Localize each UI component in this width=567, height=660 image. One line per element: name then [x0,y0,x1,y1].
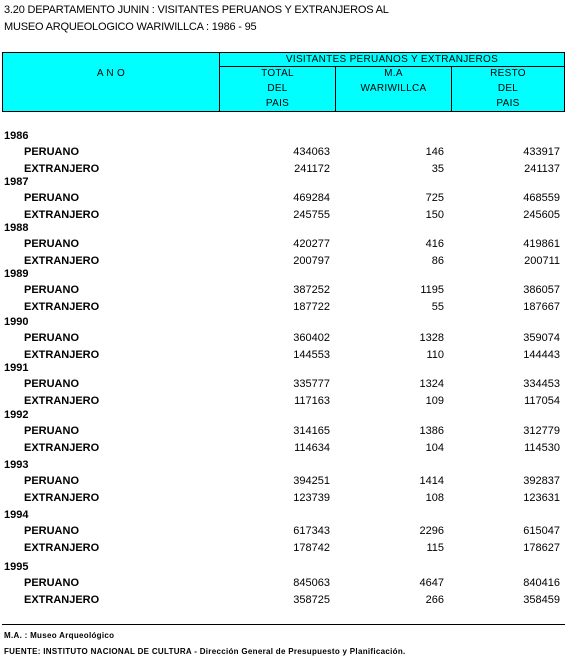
row-label: EXTRANJERO [24,395,100,407]
row-label: PERUANO [24,192,80,204]
row-label: PERUANO [24,146,80,158]
cell-value: 392837 [523,475,560,487]
year-row [0,176,567,190]
cell-value: 123631 [523,492,560,504]
year-label: 1994 [4,509,29,521]
cell-value: 200711 [524,255,560,267]
year-label: 1986 [4,130,29,142]
header-col1-line2: DEL [267,83,288,94]
cell-value: 359074 [523,332,560,344]
cell-value: 386057 [523,284,560,296]
table-row-extranjero [0,209,567,223]
year-row [0,222,567,236]
table-row-extranjero [0,395,567,409]
cell-value: 394251 [293,475,330,487]
cell-value: 200797 [293,255,330,267]
year-label: 1995 [4,561,29,573]
row-label: PERUANO [24,525,80,537]
cell-value: 469284 [293,192,330,204]
table-row-peruano [0,577,567,591]
table-row-extranjero [0,301,567,315]
row-label: PERUANO [24,378,80,390]
header-col2-line2: WARIWILLCA [360,83,427,94]
cell-value: 4647 [419,577,444,589]
header-col3-line2: DEL [497,83,519,94]
year-label: 1989 [4,268,29,280]
cell-value: 114530 [524,442,560,454]
year-row [0,409,567,423]
cell-value: 144443 [523,349,560,361]
header-group: VISITANTES PERUANOS Y EXTRANJEROS [285,54,499,65]
cell-value: 245605 [523,209,560,221]
table-row-peruano [0,525,567,539]
page-subtitle: MUSEO ARQUEOLOGICO WARIWILLCA : 1986 - 95 [4,21,257,33]
cell-value: 840416 [523,577,560,589]
cell-value: 1386 [419,425,444,437]
year-row [0,362,567,376]
row-label: PERUANO [24,284,80,296]
year-row [0,268,567,282]
year-label: 1992 [4,409,29,421]
cell-value: 1328 [419,332,444,344]
cell-value: 314165 [293,425,330,437]
table-row-extranjero [0,349,567,363]
cell-value: 150 [425,209,444,221]
header-col3-line1: RESTO [490,68,526,79]
cell-value: 335777 [293,378,330,390]
header-divider [220,66,564,67]
cell-value: 178742 [293,542,330,554]
row-label: PERUANO [24,332,80,344]
row-label: PERUANO [24,475,80,487]
row-label: EXTRANJERO [24,209,100,221]
header-col2-line1: M.A [384,68,403,79]
table-row-peruano [0,475,567,489]
table-row-extranjero [0,255,567,269]
note-ma: M.A. : Museo Arqueológico [4,631,115,640]
cell-value: 420277 [293,238,330,250]
table-row-peruano [0,192,567,206]
cell-value: 358725 [293,594,330,606]
cell-value: 35 [431,163,444,175]
cell-value: 387252 [293,284,330,296]
cell-value: 108 [425,492,444,504]
cell-value: 117054 [524,395,560,407]
row-label: EXTRANJERO [24,301,100,313]
cell-value: 725 [425,192,444,204]
table-header [2,52,565,112]
cell-value: 144553 [293,349,330,361]
header-col3-line3: PAIS [496,98,520,109]
year-row [0,509,567,523]
table-row-extranjero [0,542,567,556]
cell-value: 187667 [523,301,560,313]
cell-value: 1414 [419,475,444,487]
cell-value: 434063 [293,146,330,158]
row-label: EXTRANJERO [24,163,100,175]
cell-value: 312779 [523,425,560,437]
table-row-extranjero [0,492,567,506]
cell-value: 187722 [293,301,330,313]
cell-value: 334453 [523,378,560,390]
cell-value: 104 [425,442,444,454]
footer-divider [2,624,565,625]
cell-value: 468559 [523,192,560,204]
header-col1-line3: PAIS [265,98,290,109]
cell-value: 110 [426,349,444,361]
cell-value: 2296 [419,525,444,537]
cell-value: 146 [425,146,444,158]
row-label: EXTRANJERO [24,255,100,267]
table-row-extranjero [0,163,567,177]
year-row [0,561,567,575]
cell-value: 55 [431,301,444,313]
year-row [0,459,567,473]
year-row [0,130,567,144]
cell-value: 241172 [294,163,330,175]
cell-value: 615047 [523,525,560,537]
cell-value: 266 [425,594,444,606]
table-row-extranjero [0,594,567,608]
year-label: 1987 [4,176,29,188]
cell-value: 845063 [293,577,330,589]
cell-value: 1195 [420,284,444,296]
cell-value: 1324 [419,378,444,390]
row-label: EXTRANJERO [24,594,100,606]
cell-value: 241137 [524,163,560,175]
cell-value: 416 [425,238,444,250]
row-label: EXTRANJERO [24,542,100,554]
row-label: PERUANO [24,425,80,437]
year-label: 1990 [4,316,29,328]
row-label: PERUANO [24,577,80,589]
row-label: PERUANO [24,238,80,250]
table-row-peruano [0,284,567,298]
cell-value: 358459 [523,594,560,606]
cell-value: 115 [426,542,444,554]
row-label: EXTRANJERO [24,349,100,361]
header-col1-line1: TOTAL [261,68,294,79]
cell-value: 433917 [523,146,560,158]
table-row-peruano [0,425,567,439]
table-row-peruano [0,238,567,252]
cell-value: 360402 [293,332,330,344]
table-row-peruano [0,378,567,392]
table-row-peruano [0,146,567,160]
cell-value: 178627 [523,542,560,554]
year-row [0,316,567,330]
table-row-extranjero [0,442,567,456]
row-label: EXTRANJERO [24,442,100,454]
row-label: EXTRANJERO [24,492,100,504]
table-row-peruano [0,332,567,346]
cell-value: 109 [425,395,444,407]
year-label: 1993 [4,459,29,471]
header-ano: A N O [96,68,126,79]
page-title: 3.20 DEPARTAMENTO JUNIN : VISITANTES PERUANOS Y EXTRANJEROS AL [4,4,389,16]
cell-value: 117163 [294,395,330,407]
cell-value: 419861 [523,238,560,250]
year-label: 1988 [4,222,29,234]
cell-value: 245755 [293,209,330,221]
cell-value: 86 [431,255,444,267]
cell-value: 114634 [294,442,330,454]
cell-value: 617343 [293,525,330,537]
cell-value: 123739 [293,492,330,504]
year-label: 1991 [4,362,29,374]
note-fuente: FUENTE: INSTITUTO NACIONAL DE CULTURA - Dirección General de Presupuesto y Planificación. [4,647,406,656]
